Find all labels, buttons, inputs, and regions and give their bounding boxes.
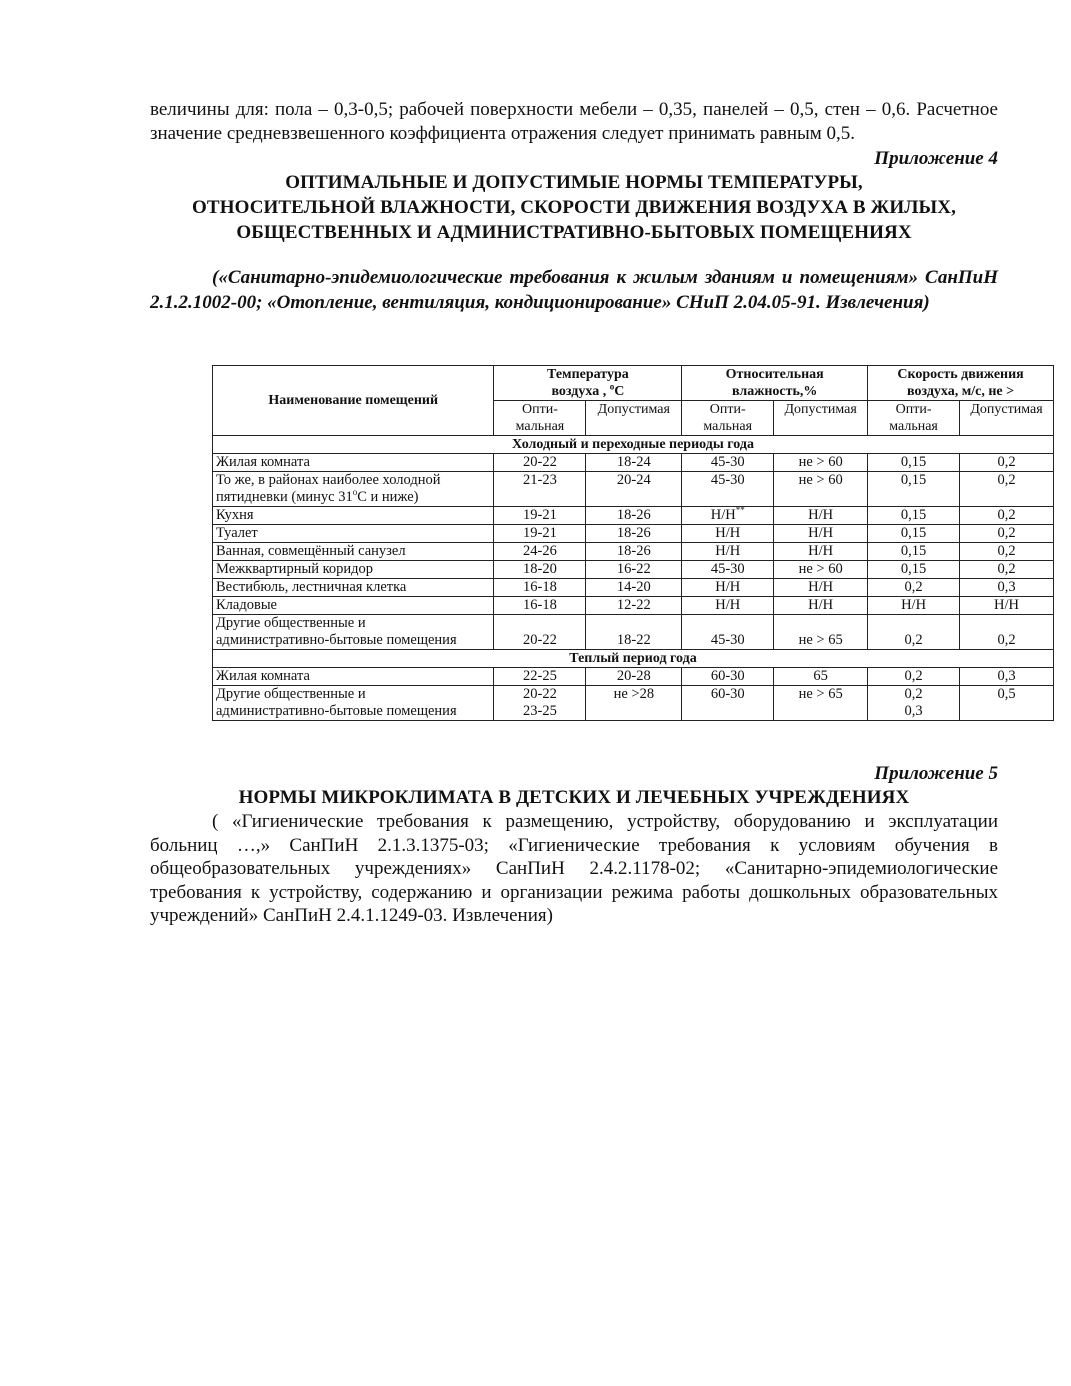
subheader-allowed: Допустимая	[960, 401, 1054, 436]
table-header-row	[213, 366, 1054, 401]
table-row: Жилая комната 22-25 20-28 60-30 65 0,2 0,3	[213, 668, 1054, 686]
subheader-optimal: Опти- мальная	[494, 401, 586, 436]
appendix-5-title: НОРМЫ МИКРОКЛИМАТА В ДЕТСКИХ И ЛЕЧЕБНЫХ УЧРЕЖДЕНИЯХ	[238, 787, 910, 808]
table-row: Другие общественные и административно-бытовые помещения 20-22 23-25 не >28 60-30 не > 65 0,2 0,3 0,5	[213, 686, 1054, 721]
table-row: Туалет 19-21 18-26 Н/Н Н/Н 0,15 0,2	[213, 525, 1054, 543]
appendix-4-title-line-3: ОБЩЕСТВЕННЫХ И АДМИНИСТРАТИВНО-БЫТОВЫХ ПОМЕЩЕНИЯХ	[236, 222, 912, 243]
period-row-warm: Теплый период года	[213, 650, 1054, 668]
intro-paragraph	[150, 98, 998, 145]
subheader-allowed: Допустимая	[586, 401, 682, 436]
header-humidity: Относительная влажность,%	[682, 366, 868, 401]
table-row: Другие общественные и административно-бытовые помещения 20-22 18-22 45-30 не > 65 0,2 0,2	[213, 615, 1054, 650]
page-content	[150, 98, 998, 315]
header-air-speed: Скорость движения воздуха, м/с, не >	[868, 366, 1054, 401]
table-row: Вестибюль, лестничная клетка 16-18 14-20 Н/Н Н/Н 0,2 0,3	[213, 579, 1054, 597]
table-row: Кладовые 16-18 12-22 Н/Н Н/Н Н/Н Н/Н	[213, 597, 1054, 615]
norms-table	[212, 365, 1054, 721]
appendix-5-source: ( «Гигиенические требования к размещению, устройству, оборудованию и эксплуатации больниц …,» СанПиН 2.1.3.1375-03; «Гигиенические требования к условиям обучения в общеобразовательных учреждениях» СанПиН 2.4.2.1178-02; «Санитарно-эпидемиологические требования к устройству, содержанию и организации режима работы дошкольных образовательных учреждений» СанПиН 2.4.1.1249-03. Извлечения)	[150, 811, 998, 926]
subheader-allowed: Допустимая	[774, 401, 868, 436]
period-row-cold: Холодный и переходные периоды года	[213, 436, 1054, 454]
appendix-5-label: Приложение 5	[874, 763, 998, 784]
appendix-4-title-line-2: ОТНОСИТЕЛЬНОЙ ВЛАЖНОСТИ, СКОРОСТИ ДВИЖЕНИЯ ВОЗДУХА В ЖИЛЫХ,	[192, 197, 956, 218]
header-room: Наименование помещений	[213, 366, 494, 436]
table-row: Ванная, совмещённый санузел 24-26 18-26 Н/Н Н/Н 0,15 0,2	[213, 543, 1054, 561]
appendix-4-source: («Санитарно-эпидемиологические требования к жилым зданиям и помещениям» СанПиН 2.1.2.1002-00; «Отопление, вентиляция, кондиционирование» СНиП 2.04.05-91. Извлечения)	[150, 267, 998, 313]
appendix-4-title-line-1: ОПТИМАЛЬНЫЕ И ДОПУСТИМЫЕ НОРМЫ ТЕМПЕРАТУРЫ,	[285, 172, 863, 193]
table-row: Кухня 19-21 18-26 Н/Н** Н/Н 0,15 0,2	[213, 507, 1054, 525]
header-temperature: Температура воздуха , $^o$С	[494, 366, 682, 401]
intro-line-1: величины для: пола – 0,3-0,5; рабочей поверхности мебели – 0,35, панелей – 0,5, стен – 0,6.	[150, 99, 911, 120]
appendix-5-block	[150, 762, 998, 928]
appendix-4-label: Приложение 4	[874, 148, 998, 169]
subheader-optimal: Опти- мальная	[868, 401, 960, 436]
table-row: Межквартирный коридор 18-20 16-22 45-30 не > 60 0,15 0,2	[213, 561, 1054, 579]
subheader-optimal: Опти- мальная	[682, 401, 774, 436]
table-row: То же, в районах наиболее холодной пятидневки (минус 31$^o$С и ниже) 21-23 20-24 45-30 не > 60 0,15 0,2	[213, 472, 1054, 507]
table-row: Жилая комната 20-22 18-24 45-30 не > 60 0,15 0,2	[213, 454, 1054, 472]
intro-line-2: Расчетное значение средневзвешенного коэффициента отражения следует принимать равным 0,5.	[150, 99, 998, 144]
